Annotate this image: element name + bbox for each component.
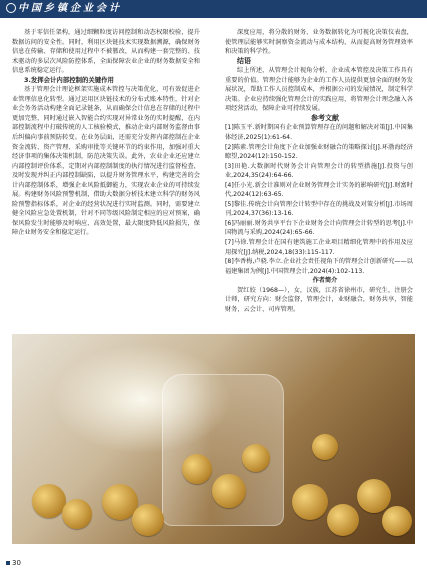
- coins-jar-photo: [12, 334, 415, 544]
- reference-item: [1]陈玉平.新时期国有企业预算管理存在的问题和解决对策[J].中国集体经济,2025(1):61-64.: [225, 124, 413, 142]
- conclusion-heading: 结语: [237, 56, 251, 65]
- coin: [212, 474, 246, 508]
- coin: [292, 484, 328, 520]
- page-number-marker: [6, 561, 10, 565]
- reference-item: [5]黎佳.传统会计向管理会计转型中存在的挑战及对策分析[J].市场周刊,2024,37(36):13-16.: [225, 200, 413, 218]
- left-paragraph-1: 基于零信任架构，通过细颗粒度访问控制和动态权限校验，提升数据访问的安全性。同时，利用区块链技术实现数据溯源，确保财务信息在传输、存储和使用过程中不被篡改，从而构建一套完整的、技术驱动的多层次风险防控体系，全面保障农业企业的财务数据安全和信息系统稳定运行。: [12, 29, 200, 75]
- left-column: [12, 28, 200, 238]
- reference-item: [3]田艳.大数据时代财务会计向管理会计的转型措施[J].投资与创业,2024,35(24):64-66.: [225, 162, 413, 180]
- left-paragraph-2: 基于管理会计理论框架实施成本管控与决策优化，可有效促进企业管理信息化转型。通过运用区块链技术的分布式账本特性，针对企业会务务活动构建全面记录链条，从而确保会计信息在存储的过程中更加完整，同时通过嵌入智能合约实现对异常业务的实时提醒，在内部控制流程中打破传统的人工核验模式，推动企业内部财务监督由事后纠偏向事前预防转变。在业务层面，还需充分发挥内部控制在企业资金流转、资产管理、采购审批等关键环节的约束作用，加强对重大经济事项的集体决策机制，防范决策失误。此外，农业企业还应建立内部控制评价体系，定期对内部控制制度的执行情况进行监督检查，及时发现并纠正内部控制缺陷，以提升财务管理水平，构建完善的会计内部控制体系，增强企业风险抵御能力，实现农业企业的可持续发展。构建财务风险预警机制，借助大数据分析技术建立科学的财务风险预警指标体系，对企业的经营状况进行实时监测。同时，需要建立健全风险应急处置机制，针对不同等级风险制定相应的应对预案，确保风险发生时能够及时响应、高效处置，最大限度降低风险损失，保障企业财务安全和稳定运行。: [12, 86, 200, 237]
- right-column: [225, 28, 413, 314]
- coin: [357, 479, 391, 513]
- reference-item: [7]马徐.管理会计在国有建筑施工企业项目精细化管理中的作用及应用探究[J].纳税,2024,18(33):115-117.: [225, 239, 413, 256]
- section-heading-3: 3.发挥会计内部控制的关键作用: [24, 75, 114, 84]
- coin: [32, 484, 66, 518]
- reference-item: [8]李香梅,卢骁.李立.企业社会责任视角下的管理会计创新研究——以福建集团为例[J].中国管理会计,2024(4):102-113.: [225, 258, 413, 275]
- references-heading: 参考文献: [311, 113, 339, 122]
- reference-item: [4]任小光.新会计准则对企业财务管理会计实务的影响研究[J].财富时代,2024(12):63-65.: [225, 181, 413, 199]
- coin: [312, 434, 338, 460]
- author-bio: 贺红姣（1968—），女，汉族，江苏省徐州市，研究生，注册会计师，研究方向：财会监督，管理会计，业财融合，财务共享，智能财务，云会计，司库管理。: [225, 286, 413, 313]
- coin: [62, 499, 92, 529]
- coin: [382, 506, 412, 536]
- author-heading: 作者简介: [312, 277, 338, 285]
- journal-title: 中国乡镇企业会计: [18, 3, 122, 14]
- right-paragraph-1: 深度应用，将分散的财务、业务数据转化为可视化决策仪表盘，使管理层能够实时洞察资金流动与成本结构，从而提高财务管理效率和决策的科学性。: [225, 29, 413, 56]
- reference-item: [6]冯丽丽.财务共享平台下企业财务会计向管理会计转型的思考[J].中国物流与采购,2024(24):65-66.: [225, 219, 413, 237]
- coin: [327, 504, 359, 536]
- reference-item: [2]陈素.管理会计角度下企业加强业财融合的策略探讨[J].环渤海经济瞭望,2024(12):150-152.: [225, 143, 413, 161]
- journal-logo-icon: [6, 3, 16, 13]
- coin: [242, 444, 270, 472]
- coin: [132, 504, 164, 536]
- conclusion-paragraph: 综上所述，从管理会计视角分析，企业成本管控及决策工作具有重要的价值。管理会计能够为企业的工作人员提供更加全面的财务发展状况，帮助工作人员控制成本，并根据公司的发展情况，制定科学决策。企业应持续强化管理会计的实践应用，将管理会计理念融入各项经营活动，保障企业可持续发展。: [225, 67, 413, 113]
- coin: [182, 454, 212, 484]
- journal-header-bar: [0, 0, 427, 18]
- page-number: 30: [12, 559, 21, 567]
